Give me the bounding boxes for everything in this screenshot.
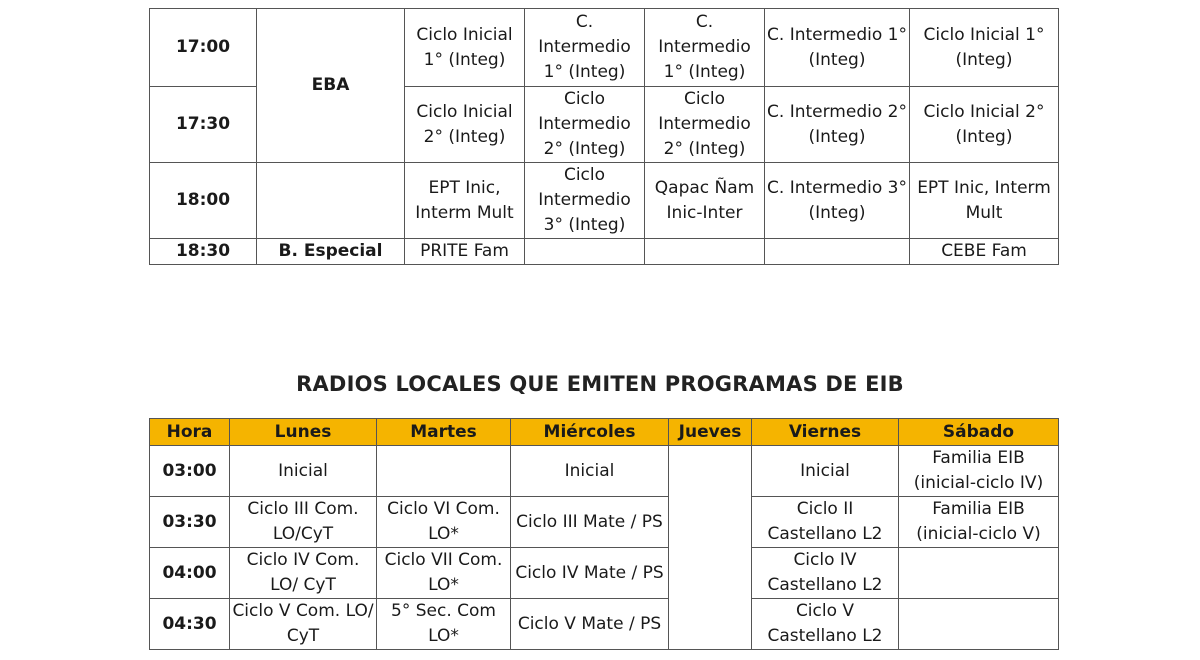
schedule-cell [765,239,910,265]
table-row [150,163,1059,239]
column-header: Martes [377,419,511,446]
top-schedule-table [149,8,1059,265]
column-header: Jueves [669,419,752,446]
table-row [150,497,1059,548]
schedule-cell: C. Intermedio 3° (Integ) [765,163,910,239]
schedule-cell [525,239,645,265]
column-header: Lunes [230,419,377,446]
program-cell: Ciclo VI Com. LO* [377,497,511,548]
program-cell: Inicial [752,446,899,497]
schedule-cell: CEBE Fam [910,239,1059,265]
schedule-cell: EPT Inic, Interm Mult [910,163,1059,239]
column-header: Viernes [752,419,899,446]
schedule-cell: Ciclo Intermedio 2° (Integ) [645,87,765,163]
schedule-cell: Ciclo Inicial 1° (Integ) [910,9,1059,87]
group-cell: EBA [257,9,405,163]
table-row [150,446,1059,497]
section-title: RADIOS LOCALES QUE EMITEN PROGRAMAS DE EIB [296,372,904,396]
time-cell: 17:30 [150,87,257,163]
program-cell: Ciclo IV Castellano L2 [752,548,899,599]
program-cell: Familia EIB (inicial-ciclo IV) [899,446,1059,497]
program-cell: Ciclo V Mate / PS [511,599,669,650]
hora-cell: 04:00 [150,548,230,599]
program-cell [899,548,1059,599]
hora-cell: 04:30 [150,599,230,650]
program-cell: Ciclo V Com. LO/ CyT [230,599,377,650]
program-cell: Ciclo V Castellano L2 [752,599,899,650]
program-cell: Ciclo IV Mate / PS [511,548,669,599]
schedule-cell: PRITE Fam [405,239,525,265]
time-cell: 17:00 [150,9,257,87]
program-cell: 5° Sec. Com LO* [377,599,511,650]
schedule-cell: C. Intermedio 1° (Integ) [645,9,765,87]
program-cell: Inicial [511,446,669,497]
schedule-cell: Ciclo Intermedio 3° (Integ) [525,163,645,239]
program-cell: Inicial [230,446,377,497]
schedule-cell: EPT Inic, Interm Mult [405,163,525,239]
program-cell [899,599,1059,650]
program-cell: Ciclo III Mate / PS [511,497,669,548]
group-cell: B. Especial [257,239,405,265]
radio-schedule-table [149,418,1059,650]
table-row [150,548,1059,599]
program-cell: Familia EIB (inicial-ciclo V) [899,497,1059,548]
program-cell [377,446,511,497]
time-cell: 18:00 [150,163,257,239]
schedule-cell: Ciclo Inicial 1° (Integ) [405,9,525,87]
schedule-cell: Ciclo Inicial 2° (Integ) [910,87,1059,163]
header-row [150,419,1059,446]
schedule-cell: C. Intermedio 1° (Integ) [525,9,645,87]
schedule-cell: C. Intermedio 1° (Integ) [765,9,910,87]
table-row [150,599,1059,650]
column-header: Miércoles [511,419,669,446]
table-row [150,239,1059,265]
hora-cell: 03:30 [150,497,230,548]
schedule-cell: Ciclo Inicial 2° (Integ) [405,87,525,163]
program-cell: Ciclo III Com. LO/CyT [230,497,377,548]
schedule-cell: Ciclo Intermedio 2° (Integ) [525,87,645,163]
program-cell: Ciclo IV Com. LO/ CyT [230,548,377,599]
group-cell [257,163,405,239]
schedule-cell: C. Intermedio 2° (Integ) [765,87,910,163]
program-cell [669,446,752,650]
time-cell: 18:30 [150,239,257,265]
program-cell: Ciclo II Castellano L2 [752,497,899,548]
column-header: Sábado [899,419,1059,446]
column-header: Hora [150,419,230,446]
program-cell: Ciclo VII Com. LO* [377,548,511,599]
table-row [150,9,1059,87]
schedule-cell: Qapac Ñam Inic-Inter [645,163,765,239]
schedule-cell [645,239,765,265]
hora-cell: 03:00 [150,446,230,497]
